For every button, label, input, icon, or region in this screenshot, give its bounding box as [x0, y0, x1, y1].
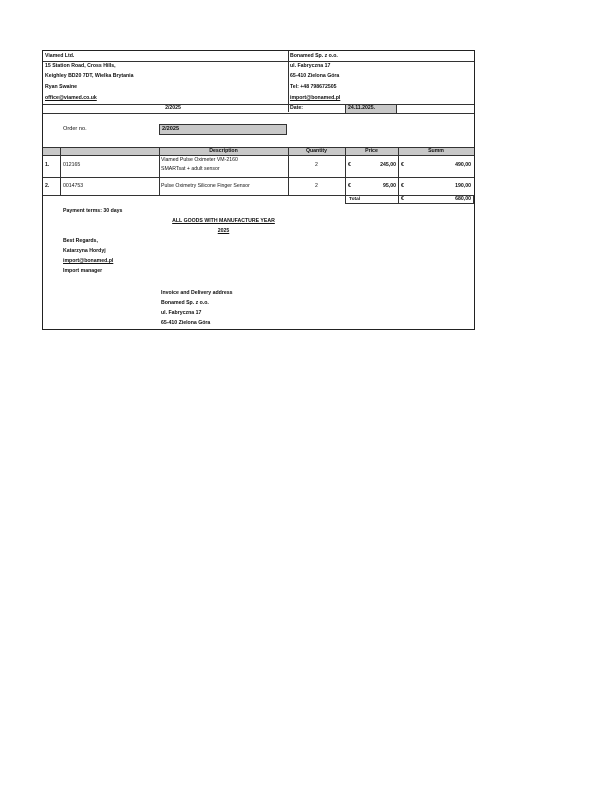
row1-price-currency: € — [348, 162, 351, 168]
row1-index: 1. — [45, 162, 50, 168]
seller-address-line2: Keighley BD20 7DT, Wielka Brytania — [45, 73, 134, 79]
row2-index: 2. — [45, 183, 50, 189]
purchase-order-sheet — [42, 50, 475, 330]
table-header-summ: Summ — [428, 148, 444, 154]
payment-terms: Payment terms: 30 days — [63, 208, 123, 214]
seller-address-line1: 15 Station Road, Cross Hills, — [45, 63, 116, 69]
row2-price-currency: € — [348, 183, 351, 189]
row1-description-line2: SMARTsat + adult sensor — [161, 166, 220, 172]
manufacture-year-notice-line1: ALL GOODS WITH MANUFACTURE YEAR — [172, 218, 275, 224]
buyer-email[interactable]: import@bonamed.pl — [290, 95, 341, 101]
seller-email[interactable]: office@viamed.co.uk — [45, 95, 97, 101]
row2-quantity: 2 — [315, 183, 318, 189]
table-header-quantity: Quantity — [305, 148, 328, 154]
buyer-address-line1: ul. Fabryczna 17 — [290, 63, 331, 69]
date-value: 24.11.2025. — [348, 105, 376, 111]
row1-summ: 490,00 — [455, 162, 471, 168]
signer-role: Import manager — [63, 268, 103, 274]
delivery-street: ul. Fabryczna 17 — [161, 310, 202, 316]
seller-contact: Ryan Swaine — [45, 84, 78, 90]
table-header-price: Price — [365, 148, 378, 154]
date-row-bottom-line — [43, 113, 474, 114]
order-label: Order no. — [63, 126, 87, 132]
row2-summ-currency: € — [401, 183, 404, 189]
manufacture-year-notice-line2: 2025 — [217, 228, 230, 234]
order-number-field: 2/2025 — [159, 124, 287, 135]
regards: Best Regards, — [63, 238, 98, 244]
row2-summ: 190,00 — [455, 183, 471, 189]
buyer-name: Bonamed Sp. z o.o. — [290, 53, 338, 59]
total-currency: € — [401, 196, 404, 202]
header-row-line — [43, 61, 474, 62]
document-number: 2/2025 — [165, 105, 181, 111]
total-label: Total — [349, 197, 361, 202]
total-value: 680,00 — [455, 196, 471, 202]
row1-summ-currency: € — [401, 162, 404, 168]
row1-price: 245,00 — [380, 162, 396, 168]
seller-name: Viamed Ltd. — [45, 53, 75, 59]
buyer-address-line2: 65-410 Zielona Góra — [290, 73, 340, 79]
col-line-index — [60, 147, 61, 195]
date-row-top-line — [43, 104, 474, 105]
date-label: Date: — [290, 105, 303, 111]
table-header-description: Description — [209, 148, 238, 154]
delivery-city: 65-410 Zielona Góra — [161, 320, 211, 326]
row2-code: 0014753 — [63, 183, 84, 189]
row1-description-line1: Viamed Pulse Oximeter VM-2160 — [161, 157, 238, 163]
delivery-heading: Invoice and Delivery address — [161, 290, 233, 296]
row1-bottom-line — [43, 177, 474, 178]
delivery-name: Bonamed Sp. z o.o. — [161, 300, 209, 306]
signer-name: Katarzyna Hordyj — [63, 248, 106, 254]
buyer-phone: Tel: +48 798672505 — [290, 84, 337, 90]
row2-price: 95,00 — [383, 183, 396, 189]
row2-description-line1: Pulse Oximetry Silicone Finger Sensor — [161, 183, 250, 189]
signer-email[interactable]: import@bonamed.pl — [63, 258, 114, 264]
row1-quantity: 2 — [315, 162, 318, 168]
row1-code: 012165 — [63, 162, 81, 168]
